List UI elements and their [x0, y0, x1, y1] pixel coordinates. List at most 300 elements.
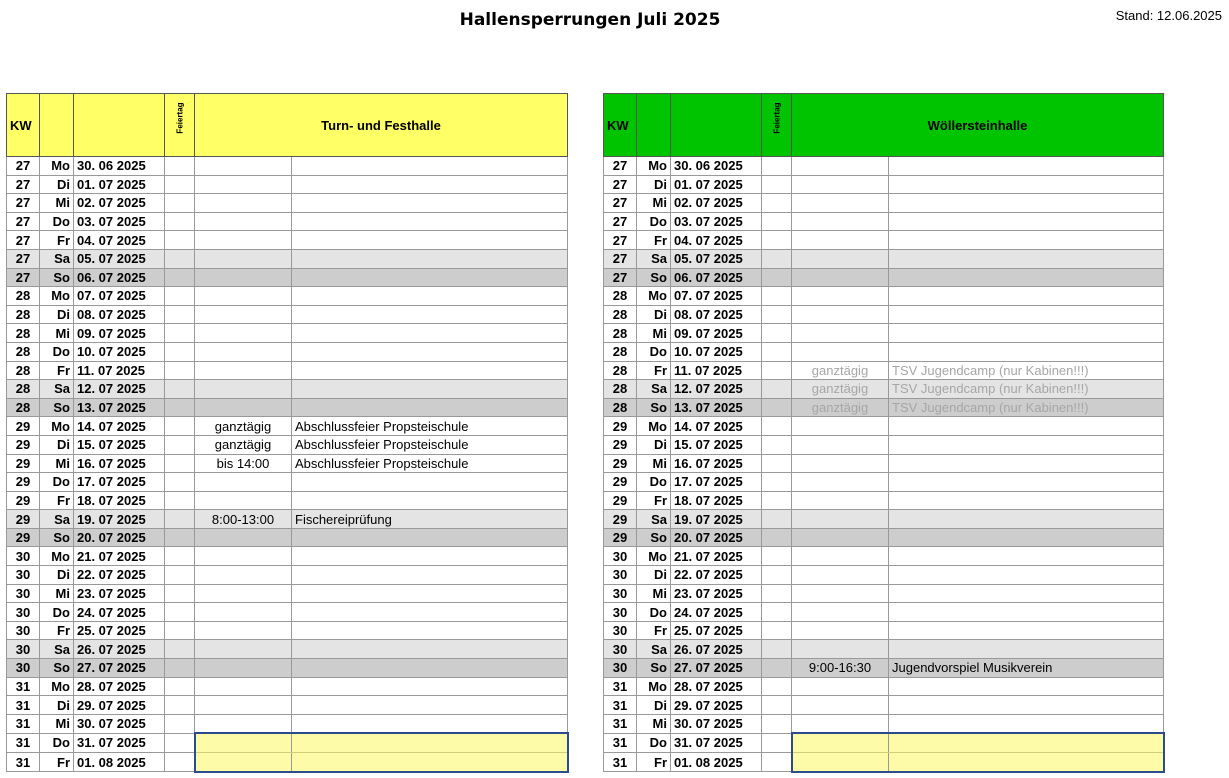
time-cell: [792, 603, 889, 622]
schedule-row: [604, 324, 1164, 343]
event-cell: [292, 547, 568, 566]
feiertag-cell: [165, 361, 195, 380]
date-cell: 19. 07 2025: [671, 510, 762, 529]
schedule-row: [7, 268, 568, 287]
day-cell: Mi: [40, 714, 74, 733]
event-cell: [889, 435, 1164, 454]
day-cell: Fr: [40, 231, 74, 250]
date-cell: 26. 07 2025: [74, 640, 165, 659]
time-cell: [792, 696, 889, 715]
schedule-row: [7, 380, 568, 399]
schedule-row: [604, 733, 1164, 752]
feiertag-cell: [165, 212, 195, 231]
event-cell: [292, 528, 568, 547]
event-cell: [292, 157, 568, 176]
feiertag-cell: [762, 733, 792, 752]
date-cell: 18. 07 2025: [671, 491, 762, 510]
feiertag-cell: [165, 194, 195, 213]
date-cell: 12. 07 2025: [671, 380, 762, 399]
feiertag-cell: [165, 249, 195, 268]
kw-cell: 30: [604, 566, 637, 585]
feiertag-header: [165, 94, 195, 157]
feiertag-header: [762, 94, 792, 157]
feiertag-cell: [165, 753, 195, 772]
date-cell: 22. 07 2025: [671, 566, 762, 585]
day-cell: Mo: [40, 677, 74, 696]
day-cell: Fr: [637, 753, 671, 772]
date-cell: 28. 07 2025: [671, 677, 762, 696]
date-cell: 20. 07 2025: [671, 528, 762, 547]
day-cell: Do: [40, 212, 74, 231]
kw-cell: 29: [604, 528, 637, 547]
kw-cell: 29: [604, 510, 637, 529]
event-cell: [292, 640, 568, 659]
schedule-row: [604, 621, 1164, 640]
event-cell: [292, 249, 568, 268]
event-cell: [889, 603, 1164, 622]
feiertag-cell: [762, 696, 792, 715]
day-cell: Di: [637, 696, 671, 715]
time-cell: [792, 753, 889, 772]
date-cell: 30. 06 2025: [671, 157, 762, 176]
day-cell: Mo: [40, 547, 74, 566]
event-cell: Jugendvorspiel Musikverein: [889, 659, 1164, 678]
day-cell: Do: [40, 342, 74, 361]
schedule-row: [604, 212, 1164, 231]
kw-cell: 27: [7, 249, 40, 268]
event-cell: [292, 677, 568, 696]
time-cell: [792, 473, 889, 492]
feiertag-cell: [165, 640, 195, 659]
date-cell: 31. 07 2025: [74, 733, 165, 752]
event-cell: [292, 733, 568, 752]
date-cell: 06. 07 2025: [671, 268, 762, 287]
time-cell: [792, 231, 889, 250]
date-cell: 25. 07 2025: [74, 621, 165, 640]
kw-cell: 28: [604, 398, 637, 417]
time-cell: ganztägig: [195, 435, 292, 454]
kw-cell: 29: [7, 491, 40, 510]
day-cell: Do: [40, 473, 74, 492]
feiertag-cell: [165, 435, 195, 454]
time-cell: [792, 194, 889, 213]
feiertag-cell: [165, 324, 195, 343]
hall-table-turn-und-festhalle: [6, 93, 569, 773]
feiertag-cell: [165, 473, 195, 492]
date-cell: 14. 07 2025: [74, 417, 165, 436]
time-cell: [195, 287, 292, 306]
kw-cell: 29: [604, 454, 637, 473]
feiertag-cell: [165, 659, 195, 678]
date-cell: 02. 07 2025: [671, 194, 762, 213]
time-cell: [195, 584, 292, 603]
date-cell: 26. 07 2025: [671, 640, 762, 659]
day-cell: Mi: [40, 454, 74, 473]
event-cell: [889, 324, 1164, 343]
date-cell: 13. 07 2025: [671, 398, 762, 417]
time-cell: bis 14:00: [195, 454, 292, 473]
schedule-row: [604, 417, 1164, 436]
feiertag-cell: [165, 528, 195, 547]
kw-cell: 29: [7, 435, 40, 454]
feiertag-cell: [762, 640, 792, 659]
kw-cell: 29: [604, 473, 637, 492]
event-cell: [292, 342, 568, 361]
time-cell: [195, 212, 292, 231]
feiertag-cell: [762, 473, 792, 492]
day-cell: Fr: [637, 361, 671, 380]
day-cell: Di: [40, 305, 74, 324]
hall-table-woellersteinhalle: [603, 93, 1165, 773]
day-cell: So: [40, 659, 74, 678]
time-cell: [792, 566, 889, 585]
event-cell: [292, 696, 568, 715]
feiertag-cell: [762, 454, 792, 473]
schedule-row: [7, 640, 568, 659]
day-cell: Sa: [40, 249, 74, 268]
feiertag-cell: [165, 714, 195, 733]
time-cell: [195, 380, 292, 399]
day-header: [637, 94, 671, 157]
feiertag-cell: [762, 268, 792, 287]
day-cell: Sa: [40, 510, 74, 529]
day-cell: Di: [40, 566, 74, 585]
day-cell: Fr: [637, 491, 671, 510]
kw-cell: 27: [7, 212, 40, 231]
kw-cell: 28: [7, 324, 40, 343]
day-cell: Fr: [637, 231, 671, 250]
kw-cell: 28: [604, 305, 637, 324]
date-cell: 04. 07 2025: [74, 231, 165, 250]
date-cell: 25. 07 2025: [671, 621, 762, 640]
day-cell: Fr: [40, 621, 74, 640]
event-cell: [292, 268, 568, 287]
kw-cell: 31: [7, 677, 40, 696]
schedule-row: [604, 640, 1164, 659]
kw-cell: 30: [7, 640, 40, 659]
date-cell: 30. 06 2025: [74, 157, 165, 176]
event-cell: Abschlussfeier Propsteischule: [292, 454, 568, 473]
kw-cell: 30: [7, 547, 40, 566]
kw-cell: 31: [604, 696, 637, 715]
kw-cell: 27: [604, 194, 637, 213]
date-cell: 01. 08 2025: [671, 753, 762, 772]
day-cell: Fr: [40, 361, 74, 380]
date-cell: 01. 08 2025: [74, 753, 165, 772]
schedule-row: [7, 342, 568, 361]
time-cell: 8:00-13:00: [195, 510, 292, 529]
event-cell: [292, 324, 568, 343]
date-cell: 30. 07 2025: [74, 714, 165, 733]
time-cell: [195, 659, 292, 678]
day-cell: Di: [40, 175, 74, 194]
time-cell: [792, 175, 889, 194]
date-cell: 29. 07 2025: [74, 696, 165, 715]
time-cell: [792, 157, 889, 176]
schedule-row: [7, 659, 568, 678]
date-cell: 15. 07 2025: [671, 435, 762, 454]
schedule-row: [604, 454, 1164, 473]
kw-cell: 28: [604, 361, 637, 380]
feiertag-cell: [762, 194, 792, 213]
feiertag-cell: [165, 287, 195, 306]
schedule-row: [7, 547, 568, 566]
day-cell: So: [40, 268, 74, 287]
feiertag-cell: [165, 621, 195, 640]
event-cell: [292, 659, 568, 678]
schedule-row: [604, 584, 1164, 603]
time-cell: 9:00-16:30: [792, 659, 889, 678]
event-cell: [889, 342, 1164, 361]
time-cell: [792, 268, 889, 287]
kw-cell: 29: [604, 435, 637, 454]
kw-cell: 31: [7, 753, 40, 772]
kw-cell: 30: [604, 621, 637, 640]
schedule-row: [604, 473, 1164, 492]
kw-cell: 28: [7, 398, 40, 417]
kw-cell: 30: [604, 547, 637, 566]
schedule-row: [7, 528, 568, 547]
date-cell: 13. 07 2025: [74, 398, 165, 417]
schedule-row: [7, 677, 568, 696]
date-cell: 31. 07 2025: [671, 733, 762, 752]
day-cell: Mo: [637, 157, 671, 176]
day-cell: So: [637, 268, 671, 287]
date-cell: 07. 07 2025: [671, 287, 762, 306]
day-header: [40, 94, 74, 157]
day-cell: Fr: [637, 621, 671, 640]
date-cell: 08. 07 2025: [671, 305, 762, 324]
event-cell: [889, 473, 1164, 492]
event-cell: [889, 268, 1164, 287]
time-cell: [792, 547, 889, 566]
day-cell: Sa: [40, 640, 74, 659]
time-cell: ganztägig: [195, 417, 292, 436]
feiertag-cell: [762, 677, 792, 696]
feiertag-label: Feiertag: [772, 102, 781, 134]
day-cell: Sa: [637, 510, 671, 529]
feiertag-cell: [762, 510, 792, 529]
date-cell: 27. 07 2025: [74, 659, 165, 678]
hall-header: [604, 94, 1164, 157]
schedule-row: [604, 305, 1164, 324]
feiertag-cell: [762, 342, 792, 361]
event-cell: [889, 454, 1164, 473]
schedule-row: [604, 157, 1164, 176]
kw-cell: 28: [7, 305, 40, 324]
kw-cell: 31: [604, 753, 637, 772]
time-cell: [195, 491, 292, 510]
day-cell: Mo: [637, 417, 671, 436]
event-cell: Abschlussfeier Propsteischule: [292, 435, 568, 454]
feiertag-cell: [762, 157, 792, 176]
feiertag-cell: [165, 398, 195, 417]
kw-cell: 31: [604, 714, 637, 733]
day-cell: Mi: [637, 584, 671, 603]
page-title: Hallensperrungen Juli 2025: [459, 10, 721, 30]
time-cell: [792, 212, 889, 231]
schedule-row: [7, 473, 568, 492]
schedule-row: [604, 547, 1164, 566]
schedule-row: [604, 714, 1164, 733]
date-cell: 09. 07 2025: [671, 324, 762, 343]
kw-cell: 31: [7, 733, 40, 752]
time-cell: [792, 287, 889, 306]
day-cell: Mi: [637, 324, 671, 343]
feiertag-cell: [762, 380, 792, 399]
feiertag-cell: [762, 547, 792, 566]
date-cell: 23. 07 2025: [74, 584, 165, 603]
time-cell: [195, 696, 292, 715]
schedule-row: [604, 231, 1164, 250]
time-cell: [792, 528, 889, 547]
event-cell: [292, 621, 568, 640]
kw-cell: 27: [7, 231, 40, 250]
feiertag-cell: [165, 454, 195, 473]
feiertag-cell: [762, 417, 792, 436]
time-cell: [195, 398, 292, 417]
event-cell: TSV Jugendcamp (nur Kabinen!!!): [889, 380, 1164, 399]
date-cell: 27. 07 2025: [671, 659, 762, 678]
time-cell: [195, 677, 292, 696]
feiertag-cell: [165, 491, 195, 510]
time-cell: [195, 603, 292, 622]
event-cell: [889, 417, 1164, 436]
time-cell: [195, 714, 292, 733]
time-cell: [195, 547, 292, 566]
event-cell: [889, 547, 1164, 566]
time-cell: [792, 714, 889, 733]
event-cell: [889, 194, 1164, 213]
kw-cell: 27: [604, 268, 637, 287]
kw-cell: 27: [7, 194, 40, 213]
day-cell: Di: [637, 566, 671, 585]
kw-cell: 28: [604, 380, 637, 399]
feiertag-cell: [762, 305, 792, 324]
date-cell: 21. 07 2025: [74, 547, 165, 566]
date-cell: 16. 07 2025: [74, 454, 165, 473]
date-cell: 01. 07 2025: [671, 175, 762, 194]
time-cell: [792, 249, 889, 268]
date-cell: 09. 07 2025: [74, 324, 165, 343]
date-cell: 05. 07 2025: [74, 249, 165, 268]
time-cell: [195, 231, 292, 250]
event-cell: [292, 566, 568, 585]
schedule-row: [7, 194, 568, 213]
feiertag-cell: [762, 603, 792, 622]
kw-cell: 30: [604, 584, 637, 603]
kw-header: KW: [604, 94, 637, 157]
event-cell: Abschlussfeier Propsteischule: [292, 417, 568, 436]
event-cell: Fischereiprüfung: [292, 510, 568, 529]
kw-cell: 29: [7, 528, 40, 547]
time-cell: [195, 361, 292, 380]
kw-cell: 28: [7, 380, 40, 399]
kw-cell: 27: [604, 157, 637, 176]
event-cell: [889, 714, 1164, 733]
date-cell: 11. 07 2025: [671, 361, 762, 380]
date-cell: 03. 07 2025: [74, 212, 165, 231]
event-cell: [889, 212, 1164, 231]
time-cell: [792, 435, 889, 454]
day-cell: Mo: [40, 157, 74, 176]
day-cell: Do: [637, 342, 671, 361]
time-cell: [195, 566, 292, 585]
day-cell: Mi: [637, 194, 671, 213]
schedule-row: [604, 398, 1164, 417]
time-cell: [195, 473, 292, 492]
feiertag-cell: [762, 714, 792, 733]
feiertag-cell: [165, 547, 195, 566]
hall-name: Turn- und Festhalle: [195, 94, 568, 157]
feiertag-cell: [165, 175, 195, 194]
event-cell: [889, 733, 1164, 752]
event-cell: [889, 677, 1164, 696]
day-cell: Sa: [40, 380, 74, 399]
schedule-row: [604, 342, 1164, 361]
event-cell: TSV Jugendcamp (nur Kabinen!!!): [889, 398, 1164, 417]
event-cell: [292, 473, 568, 492]
event-cell: [292, 380, 568, 399]
kw-cell: 30: [7, 603, 40, 622]
date-cell: 17. 07 2025: [671, 473, 762, 492]
date-cell: 17. 07 2025: [74, 473, 165, 492]
time-cell: [195, 194, 292, 213]
day-cell: Di: [40, 696, 74, 715]
date-cell: 01. 07 2025: [74, 175, 165, 194]
feiertag-cell: [762, 566, 792, 585]
time-cell: [792, 733, 889, 752]
day-cell: Mo: [40, 417, 74, 436]
schedule-row: [604, 194, 1164, 213]
event-cell: [889, 584, 1164, 603]
event-cell: [889, 231, 1164, 250]
kw-cell: 30: [7, 566, 40, 585]
day-cell: Di: [637, 175, 671, 194]
event-cell: [292, 714, 568, 733]
date-cell: 19. 07 2025: [74, 510, 165, 529]
schedule-row: [7, 753, 568, 772]
schedule-row: [604, 528, 1164, 547]
event-cell: [889, 287, 1164, 306]
schedule-row: [604, 268, 1164, 287]
schedule-row: [7, 231, 568, 250]
date-cell: 04. 07 2025: [671, 231, 762, 250]
feiertag-cell: [165, 157, 195, 176]
date-header: [74, 94, 165, 157]
date-cell: 06. 07 2025: [74, 268, 165, 287]
event-cell: [889, 491, 1164, 510]
event-cell: [889, 528, 1164, 547]
feiertag-cell: [165, 342, 195, 361]
day-cell: Do: [637, 603, 671, 622]
time-cell: [195, 305, 292, 324]
schedule-row: [604, 287, 1164, 306]
schedule-row: [7, 305, 568, 324]
time-cell: [195, 175, 292, 194]
feiertag-cell: [165, 584, 195, 603]
date-cell: 16. 07 2025: [671, 454, 762, 473]
schedule-row: [604, 696, 1164, 715]
date-cell: 03. 07 2025: [671, 212, 762, 231]
day-cell: So: [637, 398, 671, 417]
schedule-row: [7, 714, 568, 733]
date-cell: 05. 07 2025: [671, 249, 762, 268]
schedule-row: [7, 157, 568, 176]
schedule-row: [604, 659, 1164, 678]
kw-cell: 28: [7, 361, 40, 380]
feiertag-cell: [165, 566, 195, 585]
